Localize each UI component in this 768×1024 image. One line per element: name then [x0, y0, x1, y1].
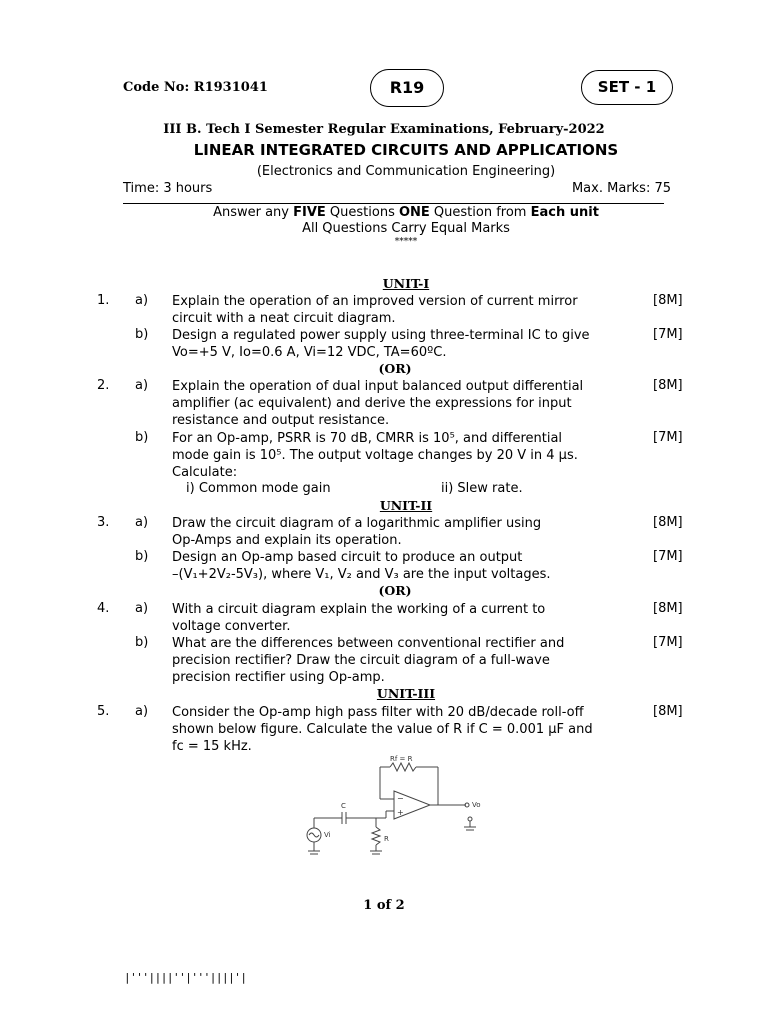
question-number: 3.	[97, 515, 110, 530]
question-marks: [7M]	[653, 549, 683, 564]
question-line: –(V₁+2V₂-5V₃), where V₁, V₂ and V₃ are the input voltages.	[172, 567, 551, 582]
question-line: With a circuit diagram explain the working of a current to	[172, 602, 546, 617]
c-label: C	[341, 802, 346, 810]
sub-question: ii) Slew rate.	[441, 481, 523, 496]
max-marks: Max. Marks: 75	[571, 181, 671, 196]
question-number: 2.	[97, 378, 110, 393]
instr-each: Each unit	[530, 205, 599, 220]
regulation-badge: R19	[370, 69, 444, 107]
question-line: voltage converter.	[172, 619, 291, 634]
question-part-label: a)	[135, 515, 149, 530]
question-part-label: a)	[135, 704, 149, 719]
page-number: 1 of 2	[363, 898, 405, 913]
plus-sign: +	[397, 808, 404, 817]
instr-mid2: Question from	[429, 205, 531, 220]
resistor-r	[372, 827, 380, 845]
question-number: 1.	[97, 293, 110, 308]
question-line: Vo=+5 V, Io=0.6 A, Vi=12 VDC, TA=60ºC.	[172, 345, 447, 360]
question-marks: [7M]	[653, 327, 683, 342]
question-part-label: b)	[135, 549, 149, 564]
question-line: circuit with a neat circuit diagram.	[172, 311, 396, 326]
question-number: 4.	[97, 601, 110, 616]
question-text	[172, 430, 620, 481]
question-line: Calculate:	[172, 465, 238, 480]
set-badge: SET - 1	[581, 70, 673, 105]
question-text	[172, 704, 620, 755]
barcode: |'''||||''|'''||||'|	[124, 971, 247, 984]
question-marks: [8M]	[653, 378, 683, 393]
question-line: precision rectifier using Op-amp.	[172, 670, 385, 685]
question-line: Design a regulated power supply using three-terminal IC to give	[172, 328, 590, 343]
question-marks: [8M]	[653, 704, 683, 719]
or-separator: (OR)	[378, 583, 412, 598]
question-line: amplifier (ac equivalent) and derive the expressions for input	[172, 396, 572, 411]
question-line: Design an Op-amp based circuit to produce an output	[172, 550, 523, 565]
header-rule	[123, 203, 664, 204]
question-line: fc = 15 kHz.	[172, 739, 252, 754]
question-line: Draw the circuit diagram of a logarithmic amplifier using	[172, 516, 542, 531]
question-line: Explain the operation of an improved version of current mirror	[172, 294, 578, 309]
instr-mid: Questions	[325, 205, 399, 220]
minus-sign: −	[397, 794, 404, 803]
instruction-line-2: All Questions Carry Equal Marks	[302, 221, 510, 236]
question-text	[172, 293, 620, 327]
feedback-resistor	[390, 763, 416, 771]
question-part-label: a)	[135, 601, 149, 616]
code-number: Code No: R1931041	[123, 80, 268, 95]
stars-divider: *****	[394, 237, 418, 247]
vi-label: Vi	[324, 831, 331, 839]
branch: (Electronics and Communication Engineering)	[256, 164, 556, 179]
r-label: R	[384, 835, 389, 843]
instr-prefix: Answer any	[213, 205, 294, 220]
exam-title: III B. Tech I Semester Regular Examinations, February-2022	[163, 122, 605, 137]
question-line: Op-Amps and explain its operation.	[172, 533, 402, 548]
question-line: resistance and output resistance.	[172, 413, 390, 428]
subject-title: LINEAR INTEGRATED CIRCUITS AND APPLICATIONS	[193, 141, 619, 159]
question-text	[172, 515, 620, 549]
or-separator: (OR)	[378, 361, 412, 376]
time-allowed: Time: 3 hours	[123, 181, 213, 196]
question-part-label: b)	[135, 327, 149, 342]
question-line: For an Op-amp, PSRR is 70 dB, CMRR is 10⁵, and differential	[172, 431, 563, 446]
question-line: shown below figure. Calculate the value of R if C = 0.001 µF and	[172, 722, 593, 737]
question-marks: [8M]	[653, 515, 683, 530]
question-text	[172, 327, 620, 361]
question-text	[172, 601, 620, 635]
sine-icon	[309, 833, 319, 837]
question-marks: [7M]	[653, 430, 683, 445]
question-text	[172, 549, 620, 583]
question-marks: [8M]	[653, 601, 683, 616]
question-line: Consider the Op-amp high pass filter with 20 dB/decade roll-off	[172, 705, 584, 720]
question-marks: [8M]	[653, 293, 683, 308]
unit-heading: UNIT-III	[376, 686, 436, 701]
high-pass-filter-circuit	[298, 755, 496, 863]
question-line: mode gain is 10⁵. The output voltage changes by 20 V in 4 µs.	[172, 448, 578, 463]
question-part-label: b)	[135, 430, 149, 445]
question-number: 5.	[97, 704, 110, 719]
question-text	[172, 378, 620, 429]
question-text	[172, 635, 620, 686]
question-marks: [7M]	[653, 635, 683, 650]
question-part-label: b)	[135, 635, 149, 650]
vo-label: Vo	[472, 801, 481, 809]
instruction-line-1	[0, 205, 768, 220]
question-line: Explain the operation of dual input balanced output differential	[172, 379, 584, 394]
question-part-label: a)	[135, 293, 149, 308]
instr-one: ONE	[398, 205, 430, 220]
question-line: What are the differences between conventional rectifier and	[172, 636, 565, 651]
rf-label: Rf = R	[390, 755, 413, 763]
sub-question: i) Common mode gain	[186, 481, 331, 496]
question-line: precision rectifier? Draw the circuit diagram of a full-wave	[172, 653, 550, 668]
unit-heading: UNIT-II	[379, 498, 433, 513]
instr-five: FIVE	[293, 205, 326, 220]
question-part-label: a)	[135, 378, 149, 393]
ground-terminal	[468, 817, 472, 821]
unit-heading: UNIT-I	[382, 276, 430, 291]
